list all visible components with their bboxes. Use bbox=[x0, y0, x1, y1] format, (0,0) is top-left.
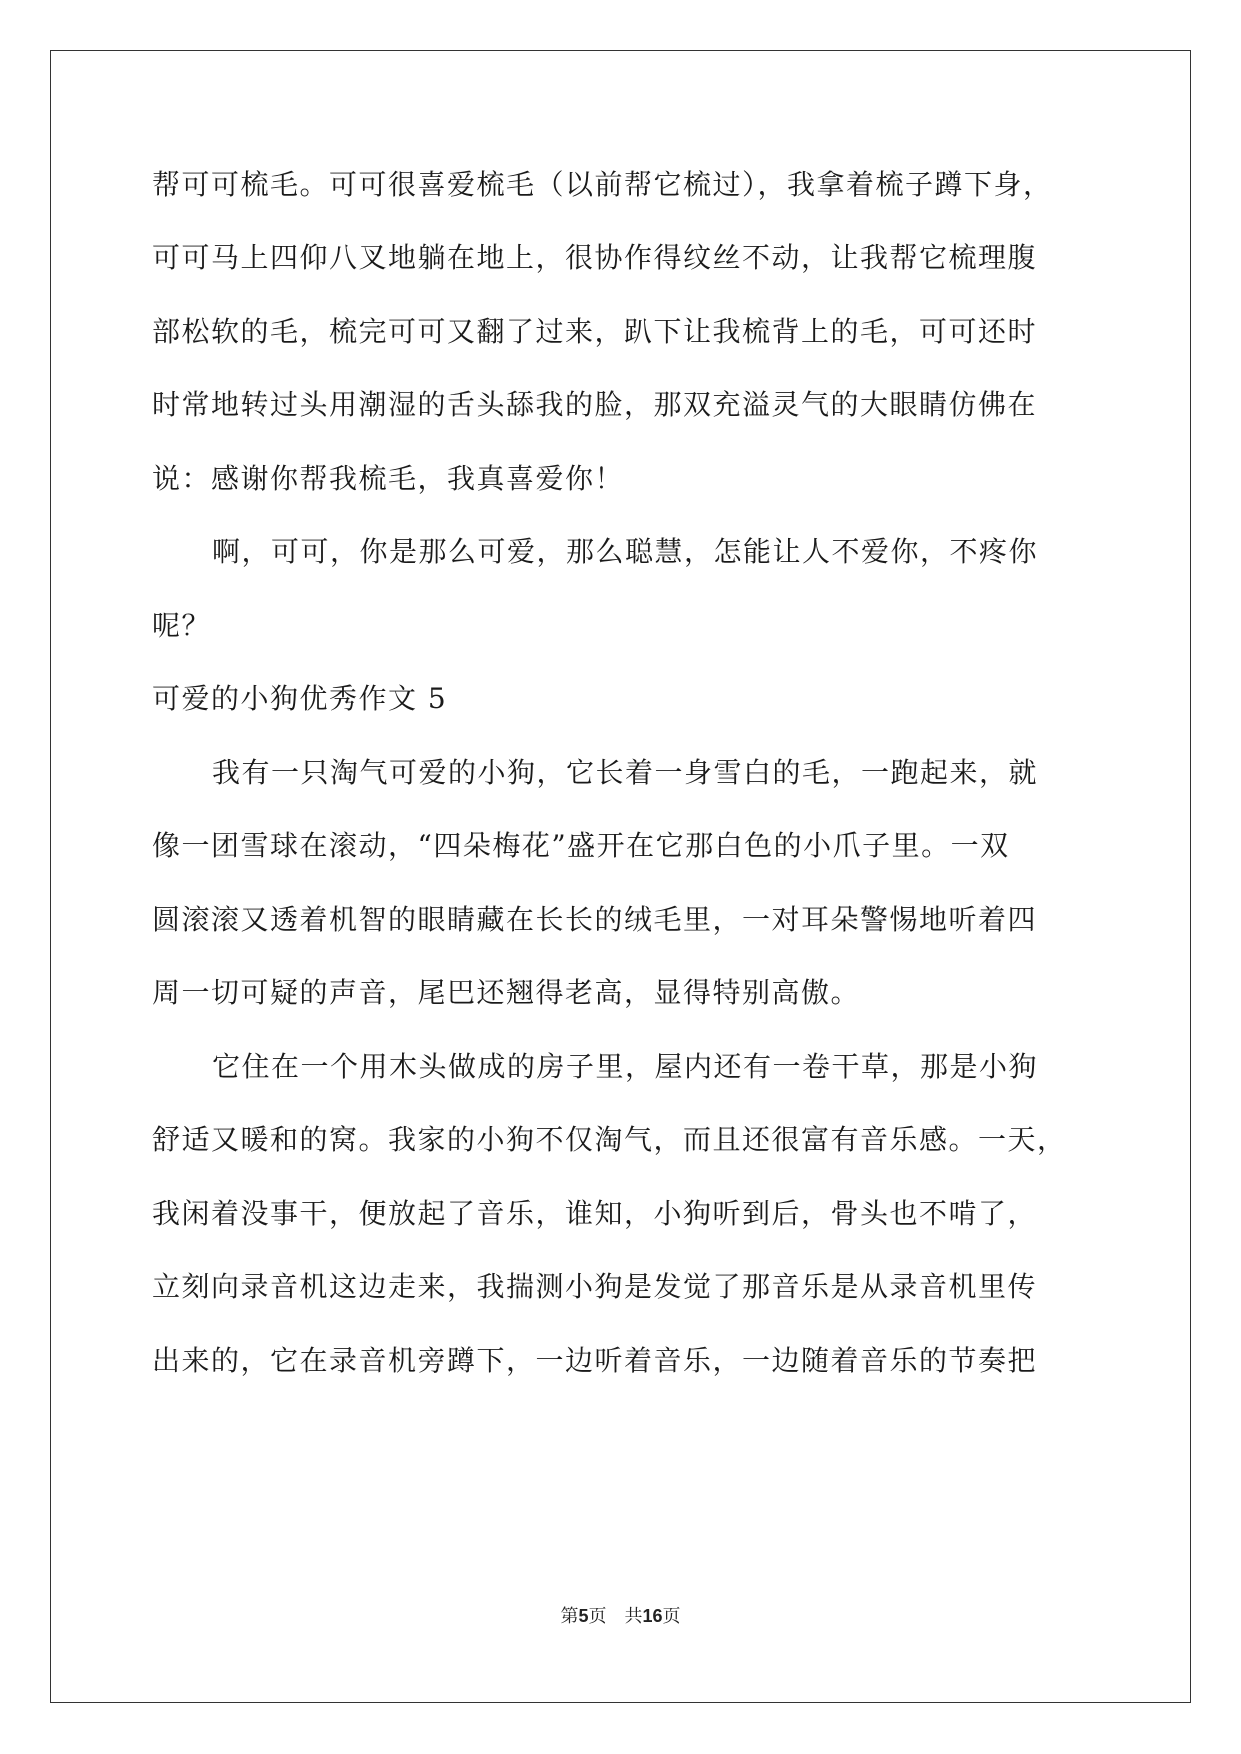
paragraph-start: 我有一只淘气可爱的小狗，它长着一身雪白的毛，一跑起来，就 bbox=[212, 756, 1039, 789]
text-line: 像一团雪球在滚动，“四朵梅花”盛开在它那白色的小爪子里。一双 bbox=[152, 829, 1010, 862]
text-line: 圆滚滚又透着机智的眼睛藏在长长的绒毛里，一对耳朵警惕地听着四 bbox=[152, 903, 1038, 936]
total-prefix: 共 bbox=[624, 1606, 643, 1627]
text-line: 周一切可疑的声音，尾巴还翘得老高，显得特别高傲。 bbox=[152, 976, 861, 1009]
text-line: 舒适又暖和的窝。我家的小狗不仅淘气，而且还很富有音乐感。一天， bbox=[152, 1123, 1067, 1156]
text-line: 立刻向录音机这边走来，我揣测小狗是发觉了那音乐是从录音机里传 bbox=[152, 1270, 1038, 1303]
page-border bbox=[50, 50, 1191, 1703]
total-pages: 16 bbox=[642, 1606, 663, 1626]
text-line: 帮可可梳毛。可可很喜爱梳毛（以前帮它梳过），我拿着梳子蹲下身， bbox=[152, 168, 1053, 201]
text-line: 部松软的毛，梳完可可又翻了过来，趴下让我梳背上的毛，可可还时 bbox=[152, 315, 1038, 348]
text-line: 说：感谢你帮我梳毛，我真喜爱你！ bbox=[152, 462, 625, 495]
section-heading: 可爱的小狗优秀作文 5 bbox=[152, 682, 448, 715]
page-footer bbox=[0, 1604, 1241, 1629]
text-line: 时常地转过头用潮湿的舌头舔我的脸，那双充溢灵气的大眼睛仿佛在 bbox=[152, 388, 1038, 421]
page-number: 5 bbox=[578, 1606, 589, 1626]
text-line: 呢？ bbox=[152, 609, 212, 642]
paragraph-start: 它住在一个用木头做成的房子里，屋内还有一卷干草，那是小狗 bbox=[212, 1050, 1039, 1083]
paragraph-start: 啊，可可，你是那么可爱，那么聪慧，怎能让人不爱你，不疼你 bbox=[212, 535, 1039, 568]
page-prefix: 第 bbox=[560, 1606, 579, 1627]
text-line: 可可马上四仰八叉地躺在地上，很协作得纹丝不动，让我帮它梳理腹 bbox=[152, 241, 1038, 274]
text-line: 出来的，它在录音机旁蹲下，一边听着音乐，一边随着音乐的节奏把 bbox=[152, 1344, 1038, 1377]
page-suffix: 页 bbox=[588, 1606, 607, 1627]
text-line: 我闲着没事干，便放起了音乐，谁知，小狗听到后，骨头也不啃了， bbox=[152, 1197, 1038, 1230]
total-suffix: 页 bbox=[662, 1606, 681, 1627]
